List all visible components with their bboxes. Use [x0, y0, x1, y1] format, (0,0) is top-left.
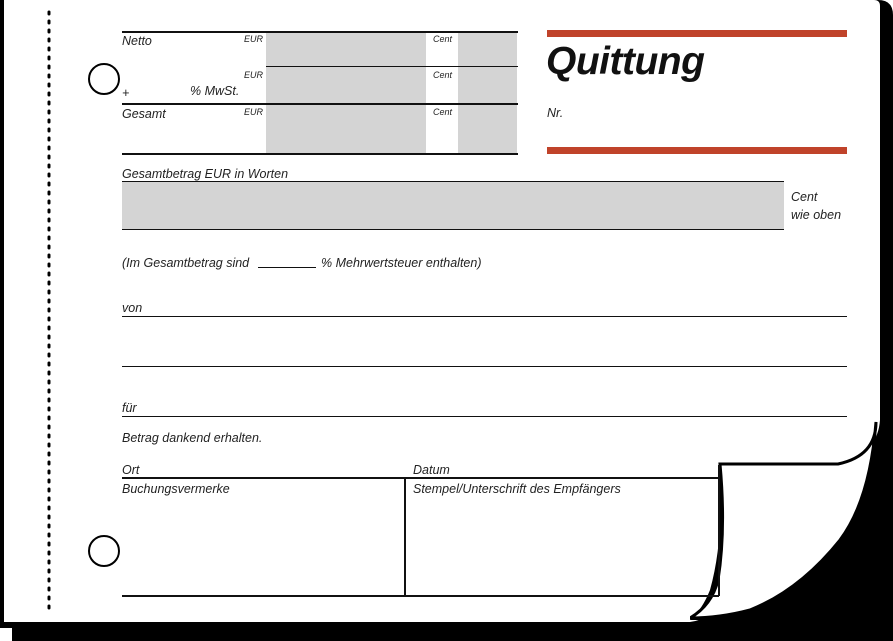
words-label: Gesamtbetrag EUR in Worten	[122, 167, 289, 181]
fuer-label: für	[122, 401, 137, 415]
plus-sign: +	[122, 86, 130, 100]
von-label: von	[122, 301, 143, 315]
thanks-text: Betrag dankend erhalten.	[122, 431, 263, 445]
accent-bar-bottom	[547, 147, 847, 154]
vat-note-prefix: (Im Gesamtbetrag sind	[122, 256, 250, 270]
punch-hole-icon	[88, 63, 120, 95]
vat-rate-field[interactable]	[258, 267, 316, 268]
cent-field-shade	[458, 32, 517, 154]
eur-label: EUR	[244, 70, 264, 80]
eur-label: EUR	[244, 34, 264, 44]
eur-field-shade	[266, 32, 426, 154]
von-field[interactable]	[122, 316, 847, 317]
cent-label: Cent	[433, 107, 453, 117]
page-curl-icon	[690, 420, 893, 641]
cent-note-line2: wie oben	[791, 208, 842, 222]
cent-label: Cent	[433, 34, 453, 44]
words-field[interactable]	[122, 182, 784, 229]
ort-label: Ort	[122, 463, 140, 477]
mwst-label: % MwSt.	[190, 84, 240, 98]
cent-label: Cent	[433, 70, 453, 80]
buchung-label: Buchungsvermerke	[122, 482, 230, 496]
cent-note-line1: Cent	[791, 190, 818, 204]
von-field-extra[interactable]	[122, 366, 847, 367]
gesamt-label: Gesamt	[122, 107, 166, 121]
vat-note-suffix: % Mehrwertsteuer enthalten)	[321, 256, 482, 270]
box-right-edge	[718, 465, 720, 596]
fuer-field[interactable]	[122, 416, 847, 417]
receipt-title: Quittung	[546, 40, 705, 83]
perforation-line	[44, 0, 54, 625]
datum-label: Datum	[413, 463, 450, 477]
number-label: Nr.	[547, 106, 564, 120]
netto-label: Netto	[122, 34, 152, 48]
accent-bar-top	[547, 30, 847, 37]
box-divider	[404, 478, 406, 596]
eur-label: EUR	[244, 107, 264, 117]
stempel-label: Stempel/Unterschrift des Empfängers	[413, 482, 621, 496]
punch-hole-icon	[88, 535, 120, 567]
